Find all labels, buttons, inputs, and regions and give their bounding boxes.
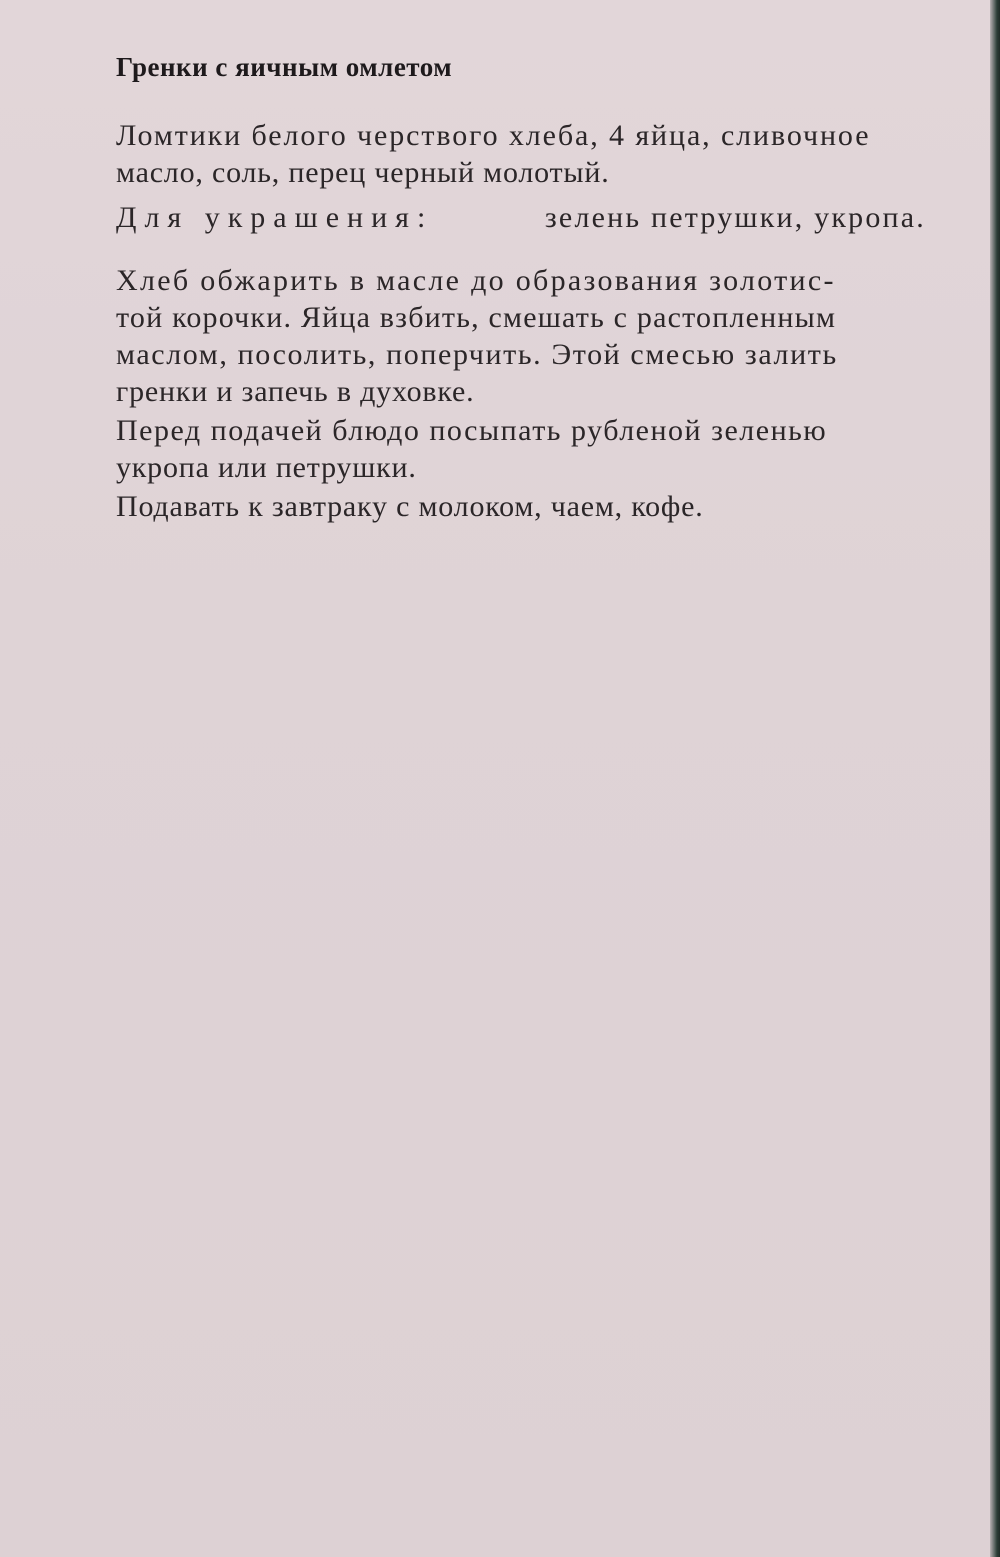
method-line: Хлеб обжарить в масле до образования золотис- <box>116 264 836 297</box>
ingredients-line: масло, соль, перец черный молотый. <box>116 156 610 189</box>
method-line: Подавать к завтраку с молоком, чаем, кофе. <box>116 490 704 523</box>
method-line: той корочки. Яйца взбить, смешать с растопленным <box>116 301 837 334</box>
method-line: Перед подачей блюдо посыпать рубленой зеленью <box>116 414 828 447</box>
method-line: маслом, посолить, поперчить. Этой смесью залить <box>116 338 838 371</box>
garnish-line <box>116 199 926 236</box>
ingredients-block <box>116 117 926 191</box>
method-block <box>116 262 926 525</box>
garnish-text: зелень петрушки, укропа. <box>544 201 926 234</box>
method-line: укропа или петрушки. <box>116 451 417 484</box>
recipe-content <box>116 52 926 533</box>
recipe-title: Гренки с яичным омлетом <box>116 52 453 82</box>
garnish-label: Для украшения: <box>116 201 434 234</box>
method-line: гренки и запечь в духовке. <box>116 375 475 408</box>
ingredients-line: Ломтики белого черствого хлеба, 4 яйца, сливочное <box>116 119 871 152</box>
card-edge <box>990 0 1000 1557</box>
